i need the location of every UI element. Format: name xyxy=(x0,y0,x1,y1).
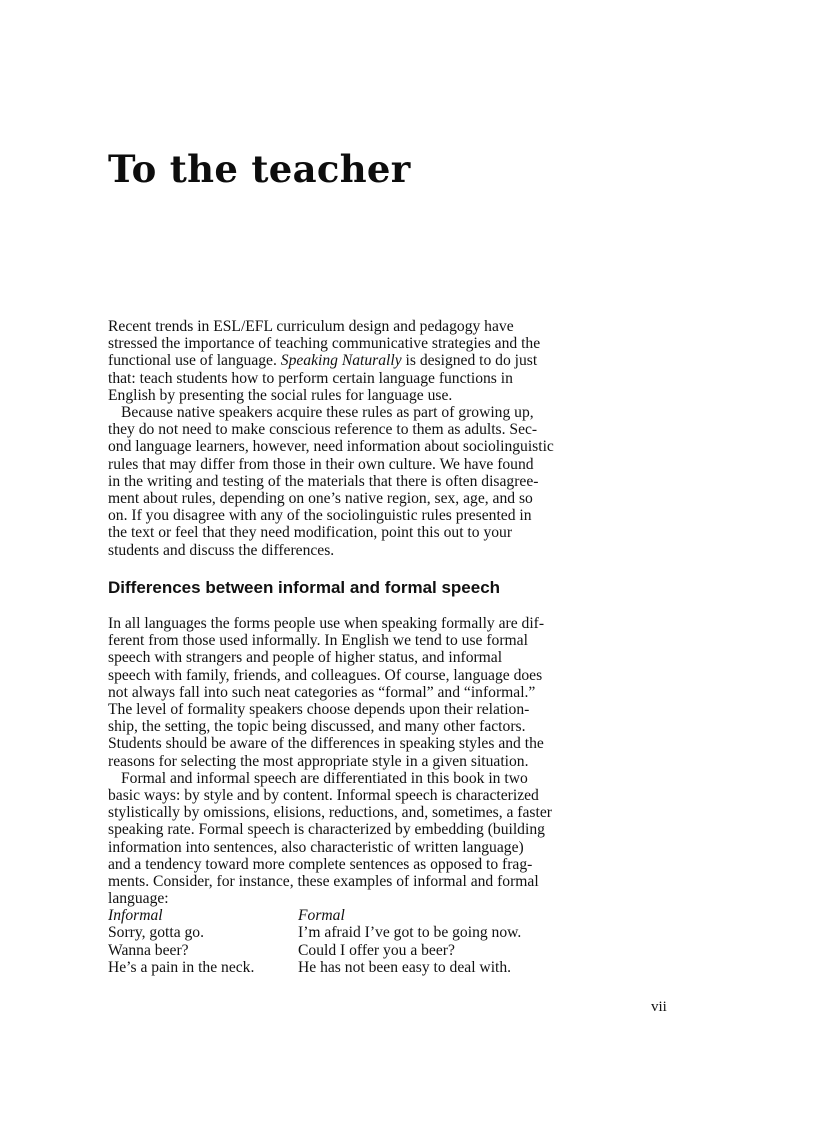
text-line: basic ways: by style and by content. Informal speech is characterized xyxy=(108,787,539,805)
section-paragraphs xyxy=(108,615,578,907)
text-line: Students should be aware of the differences in speaking styles and the xyxy=(108,735,544,753)
text-line: ment about rules, depending on one’s native region, sex, age, and so xyxy=(108,490,533,508)
intro-paragraph-2 xyxy=(108,404,578,559)
text-line: they do not need to make conscious reference to them as adults. Sec- xyxy=(108,421,538,439)
text-line: stressed the importance of teaching communicative strategies and the xyxy=(108,335,541,353)
informal-example: Sorry, gotta go. xyxy=(108,924,205,942)
page-number: vii xyxy=(651,999,667,1015)
text-line: and a tendency toward more complete sentences as opposed to frag- xyxy=(108,855,533,873)
text-line: The level of formality speakers choose depends upon their relation- xyxy=(108,701,530,719)
text-line: ments. Consider, for instance, these examples of informal and formal xyxy=(108,873,539,891)
formal-header: Formal xyxy=(298,907,345,924)
text-line: ferent from those used informally. In English we tend to use formal xyxy=(108,632,528,650)
intro-paragraphs xyxy=(108,318,578,559)
text-line: Because native speakers acquire these rules as part of growing up, xyxy=(121,404,534,422)
text-line: Formal and informal speech are differentiated in this book in two xyxy=(121,769,528,787)
text-line: reasons for selecting the most appropriate style in a given situation. xyxy=(108,752,529,770)
text-line: not always fall into such neat categories as “formal” and “informal.” xyxy=(108,683,536,701)
informal-header: Informal xyxy=(108,907,163,924)
intro-paragraph-1 xyxy=(108,318,578,404)
text-line: students and discuss the differences. xyxy=(108,541,335,559)
text-line: Recent trends in ESL/EFL curriculum design and pedagogy have xyxy=(108,318,514,335)
text-line: speech with family, friends, and colleagues. Of course, language does xyxy=(108,666,543,684)
formal-example: I’m afraid I’ve got to be going now. xyxy=(298,924,522,942)
formal-example: He has not been easy to deal with. xyxy=(298,959,512,977)
text-line: stylistically by omissions, elisions, reductions, and, sometimes, a faster xyxy=(108,804,552,822)
text-line: the text or feel that they need modification, point this out to your xyxy=(108,524,513,542)
text-line: that: teach students how to perform certain language functions in xyxy=(108,369,513,387)
formal-column xyxy=(298,907,521,977)
text-line: information into sentences, also characteristic of written language) xyxy=(108,838,524,856)
section-paragraph-2 xyxy=(108,770,578,908)
informal-example: He’s a pain in the neck. xyxy=(108,959,255,977)
text-line: in the writing and testing of the materials that there is often disagree- xyxy=(108,472,539,490)
text-line xyxy=(108,352,578,369)
text-line: on. If you disagree with any of the sociolinguistic rules presented in xyxy=(108,507,532,525)
text-line: rules that may differ from those in their own culture. We have found xyxy=(108,455,534,473)
informal-column xyxy=(108,907,254,977)
book-title: Speaking Naturally xyxy=(280,352,402,370)
text-line: speaking rate. Formal speech is characterized by embedding (building xyxy=(108,821,545,839)
text-line: English by presenting the social rules for language use. xyxy=(108,386,453,404)
section-paragraph-1 xyxy=(108,615,578,770)
text-run: is designed to do just xyxy=(401,352,538,370)
text-line: ship, the setting, the topic being discussed, and many other factors. xyxy=(108,718,526,736)
section-heading: Differences between informal and formal speech xyxy=(108,578,501,597)
informal-example: Wanna beer? xyxy=(108,941,189,959)
text-line: speech with strangers and people of higher status, and informal xyxy=(108,649,503,667)
text-line: In all languages the forms people use when speaking formally are dif- xyxy=(108,615,545,632)
chapter-title: To the teacher xyxy=(108,147,411,191)
formal-example: Could I offer you a beer? xyxy=(298,941,455,959)
text-line: language: xyxy=(108,890,169,908)
text-run: functional use of language. xyxy=(108,352,281,370)
text-line: ond language learners, however, need information about sociolinguistic xyxy=(108,438,554,456)
